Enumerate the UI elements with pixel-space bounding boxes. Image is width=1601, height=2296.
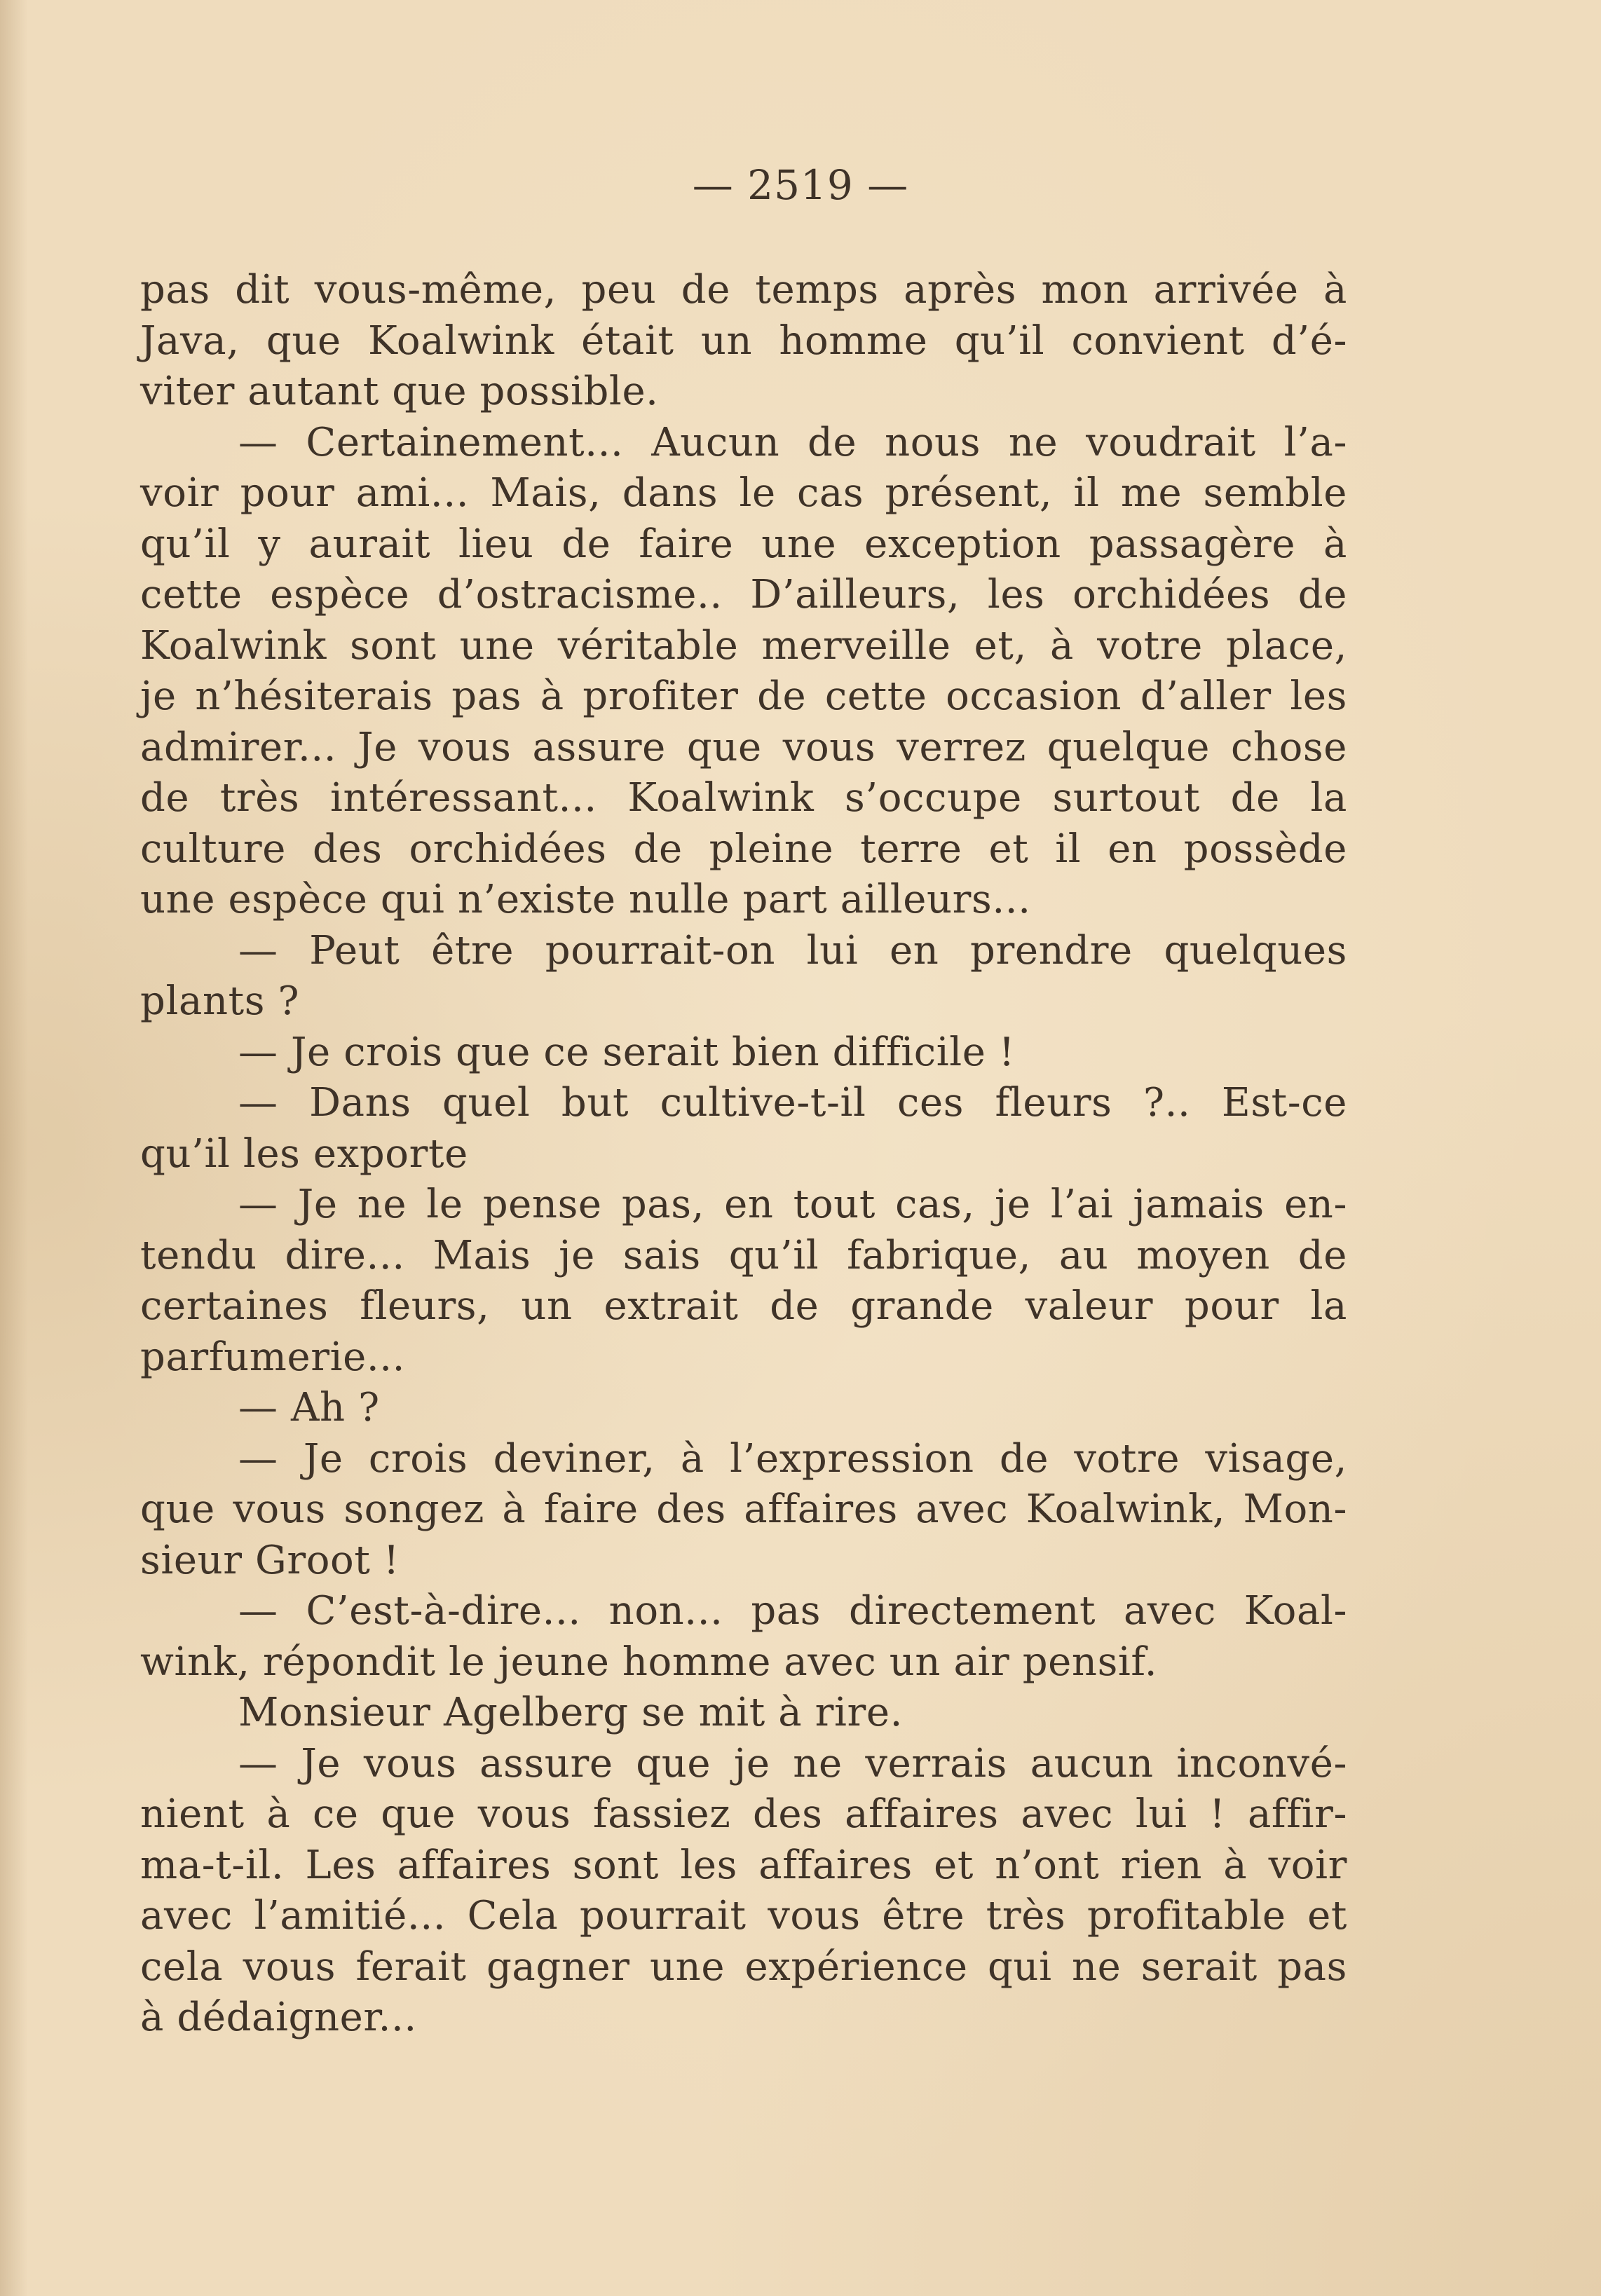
text-line: — Ah ? — [238, 1385, 380, 1430]
page-number: — 2519 — — [692, 161, 909, 209]
page-edge-shading — [0, 0, 28, 2296]
text-line: Monsieur Agelberg se mit à rire. — [238, 1690, 904, 1735]
text-line: une espèce qui n’existe nulle part ailleurs... — [140, 877, 1031, 922]
body-text — [140, 265, 1347, 2044]
text-line: qu’il y aurait lieu de faire une exception passagère à — [140, 521, 1347, 567]
text-line: viter autant que possible. — [140, 369, 659, 414]
text-line: que vous songez à faire des affaires avec Koalwink, Mon- — [140, 1487, 1347, 1532]
text-line: nient à ce que vous fassiez des affaires avec lui ! affir- — [140, 1791, 1347, 1837]
text-line: de très intéressant... Koalwink s’occupe surtout de la — [140, 775, 1347, 821]
text-line: — Je crois que ce serait bien difficile ! — [238, 1029, 1016, 1075]
text-line: Java, que Koalwink était un homme qu’il convient d’é- — [140, 317, 1347, 364]
text-line: cette espèce d’ostracisme.. D’ailleurs, les orchidées de — [140, 572, 1347, 617]
text-line: à dédaigner... — [140, 1995, 417, 2040]
text-line: pas dit vous-même, peu de temps après mon arrivée à — [140, 267, 1347, 313]
text-line: admirer... Je vous assure que vous verrez quelque chose — [140, 724, 1347, 770]
text-line: — Certainement... Aucun de nous ne voudrait l’a- — [238, 419, 1347, 465]
text-line: — Je vous assure que je ne verrais aucun inconvé- — [238, 1740, 1347, 1786]
text-line: Koalwink sont une véritable merveille et, à votre place, — [140, 622, 1347, 669]
text-line: sieur Groot ! — [140, 1537, 400, 1583]
text-line: qu’il les exporte — [140, 1130, 468, 1177]
text-line: parfumerie... — [140, 1334, 406, 1380]
text-line: — Je crois deviner, à l’expression de votre visage, — [238, 1435, 1347, 1482]
text-line: — Peut être pourrait-on lui en prendre quelques — [238, 927, 1347, 973]
text-line: wink, répondit le jeune homme avec un air pensif. — [140, 1639, 1158, 1685]
text-line: cela vous ferait gagner une expérience qui ne serait pas — [140, 1943, 1347, 1990]
text-line: culture des orchidées de pleine terre et il en possède — [140, 826, 1347, 872]
text-line: ma-t-il. Les affaires sont les affaires et n’ont rien à voir — [140, 1842, 1347, 1888]
text-line: tendu dire... Mais je sais qu’il fabrique, au moyen de — [140, 1232, 1347, 1278]
text-line: je n’hésiterais pas à profiter de cette occasion d’aller les — [140, 674, 1347, 719]
text-line: — Dans quel but cultive-t-il ces fleurs ?.. Est-ce — [238, 1080, 1347, 1126]
text-line: — C’est-à-dire... non... pas directement avec Koal- — [238, 1588, 1347, 1634]
text-line: certaines fleurs, un extrait de grande valeur pour la — [140, 1283, 1347, 1329]
text-line: — Je ne le pense pas, en tout cas, je l’ai jamais en- — [238, 1182, 1347, 1227]
text-line: avec l’amitié... Cela pourrait vous être très profitable et — [140, 1893, 1347, 1939]
text-line: voir pour ami... Mais, dans le cas présent, il me semble — [140, 470, 1347, 516]
text-line: plants ? — [140, 978, 300, 1024]
